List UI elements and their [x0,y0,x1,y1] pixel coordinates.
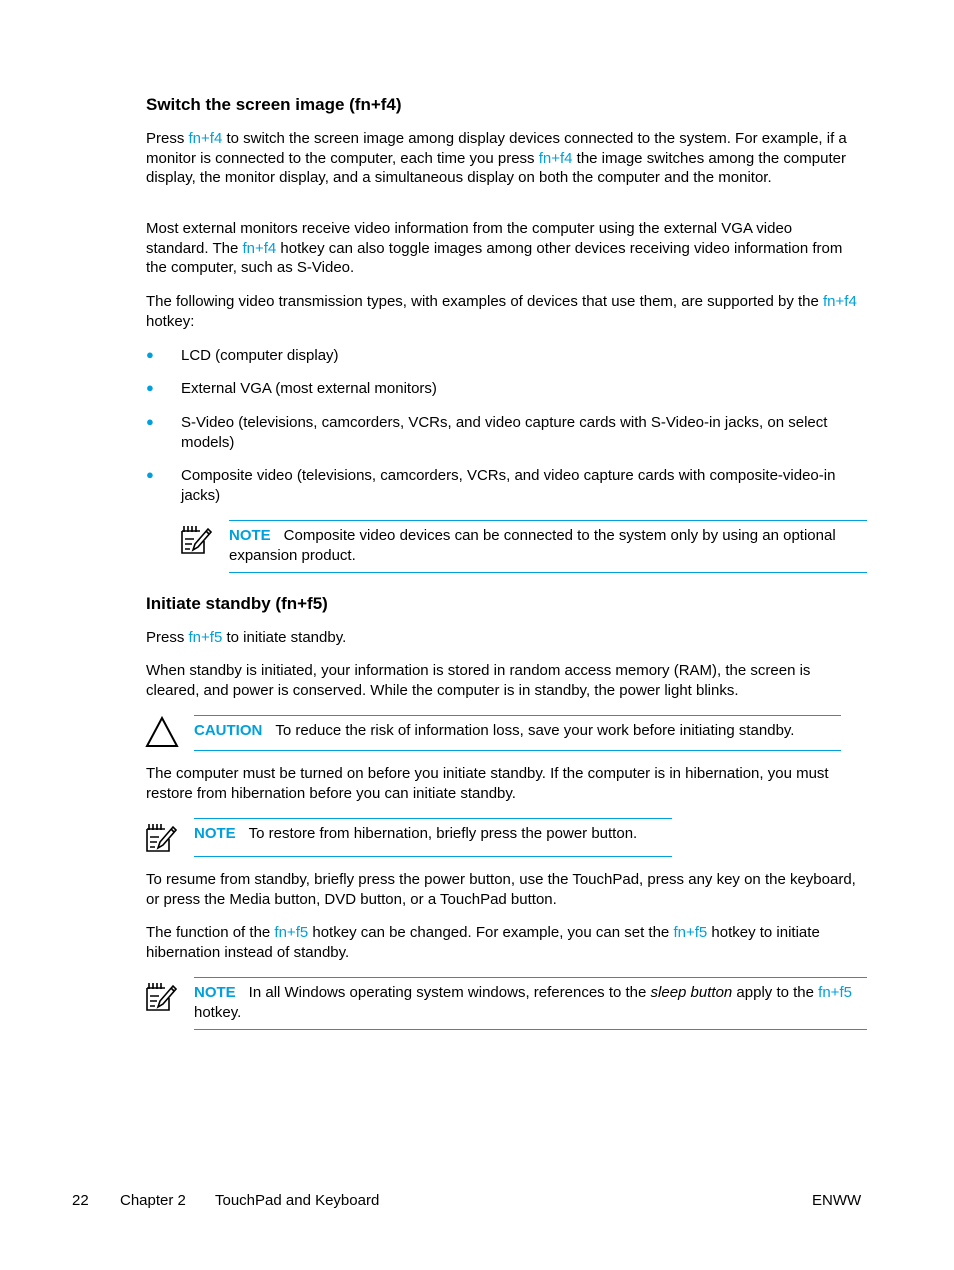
hotkey-link[interactable]: fn+f4 [538,149,573,167]
hotkey-link[interactable]: fn+f4 [242,239,277,257]
paragraph-vga: Most external monitors receive video information from the computer using the external VGA video standard. The fn+f4 hotkey can also toggle images among other devices receiving video information from the computer, such as S-Video. [146,220,843,276]
note-restore: NOTE To restore from hibernation, briefly press the power button. [194,825,638,842]
paragraph-transmission-types: The following video transmission types, with examples of devices that use them, are supported by the fn+f4 hotkey: [146,293,857,330]
footer-code: ENWW [812,1192,862,1209]
note-label: NOTE [194,825,236,842]
note-bottom-rule [194,1029,867,1030]
list-item: Composite video (televisions, camcorders, VCRs, and video capture cards with composite-video-in jacks) [181,467,836,504]
paragraph-resume: To resume from standby, briefly press the power button, use the TouchPad, press any key on the keyboard, or press the Media button, DVD button, or a TouchPad button. [146,871,856,908]
paragraph-switch-intro: Press fn+f4 to switch the screen image among display devices connected to the system. For example, if a monitor is connected to the computer, each time you press fn+f4 the image switches among the computer display, the monitor display, and a simultaneous display on both the computer and the monitor. [146,130,847,186]
caution-message: CAUTION To reduce the risk of information loss, save your work before initiating standby. [194,722,795,739]
hotkey-link[interactable]: fn+f5 [673,924,708,941]
note-label: NOTE [194,984,236,1001]
paragraph-function: The function of the fn+f5 hotkey can be changed. For example, you can set the fn+f5 hotkey to initiate hibernation instead of standby. [146,924,820,961]
caution-label: CAUTION [194,722,263,739]
caution-bottom-rule [194,750,841,751]
note-top-rule [194,977,867,978]
hotkey-link[interactable]: fn+f5 [188,629,223,646]
page-number: 22 [72,1192,89,1209]
section-heading-standby: Initiate standby (fn+f5) [146,594,328,613]
hotkey-link[interactable]: fn+f4 [823,293,857,310]
section-heading-switch-screen: Switch the screen image (fn+f4) [146,95,402,114]
hotkey-link[interactable]: fn+f4 [188,130,223,147]
list-item: External VGA (most external monitors) [181,380,437,397]
note-icon [180,523,212,555]
caution-top-rule [194,715,841,716]
note-label: NOTE [229,527,271,544]
list-item: S-Video (televisions, camcorders, VCRs, and video capture cards with S-Video-in jacks, on select models) [181,414,828,451]
bullet-dot: ● [146,347,154,362]
hotkey-link[interactable]: fn+f5 [818,984,852,1001]
footer-chapter: Chapter 2 [120,1192,186,1209]
note-bottom-rule [194,856,672,857]
note-composite: NOTE Composite video devices can be connected to the system only by using an optional expansion product. [229,527,836,564]
note-icon [145,821,177,853]
bullet-dot: ● [146,414,154,429]
bullet-dot: ● [146,467,154,482]
paragraph-hibernation: The computer must be turned on before you initiate standby. If the computer is in hibernation, you must restore from hibernation before you can initiate standby. [146,765,829,802]
paragraph-standby-intro: Press fn+f5 to initiate standby. [146,629,347,646]
note-icon [145,980,177,1012]
note-bottom-rule [229,572,867,573]
list-item: LCD (computer display) [181,347,339,364]
note-top-rule [229,520,867,521]
footer-title: TouchPad and Keyboard [215,1192,380,1209]
caution-icon [145,716,179,748]
note-sleep-button: NOTE In all Windows operating system windows, references to the sleep button apply to the fn+f5 hotkey. [194,984,852,1021]
hotkey-link[interactable]: fn+f5 [274,924,309,941]
bullet-dot: ● [146,380,154,395]
note-top-rule [194,818,672,819]
paragraph-standby-ram: When standby is initiated, your information is stored in random access memory (RAM), the screen is cleared, and power is conserved. While the computer is in standby, the power light blinks. [146,662,811,699]
